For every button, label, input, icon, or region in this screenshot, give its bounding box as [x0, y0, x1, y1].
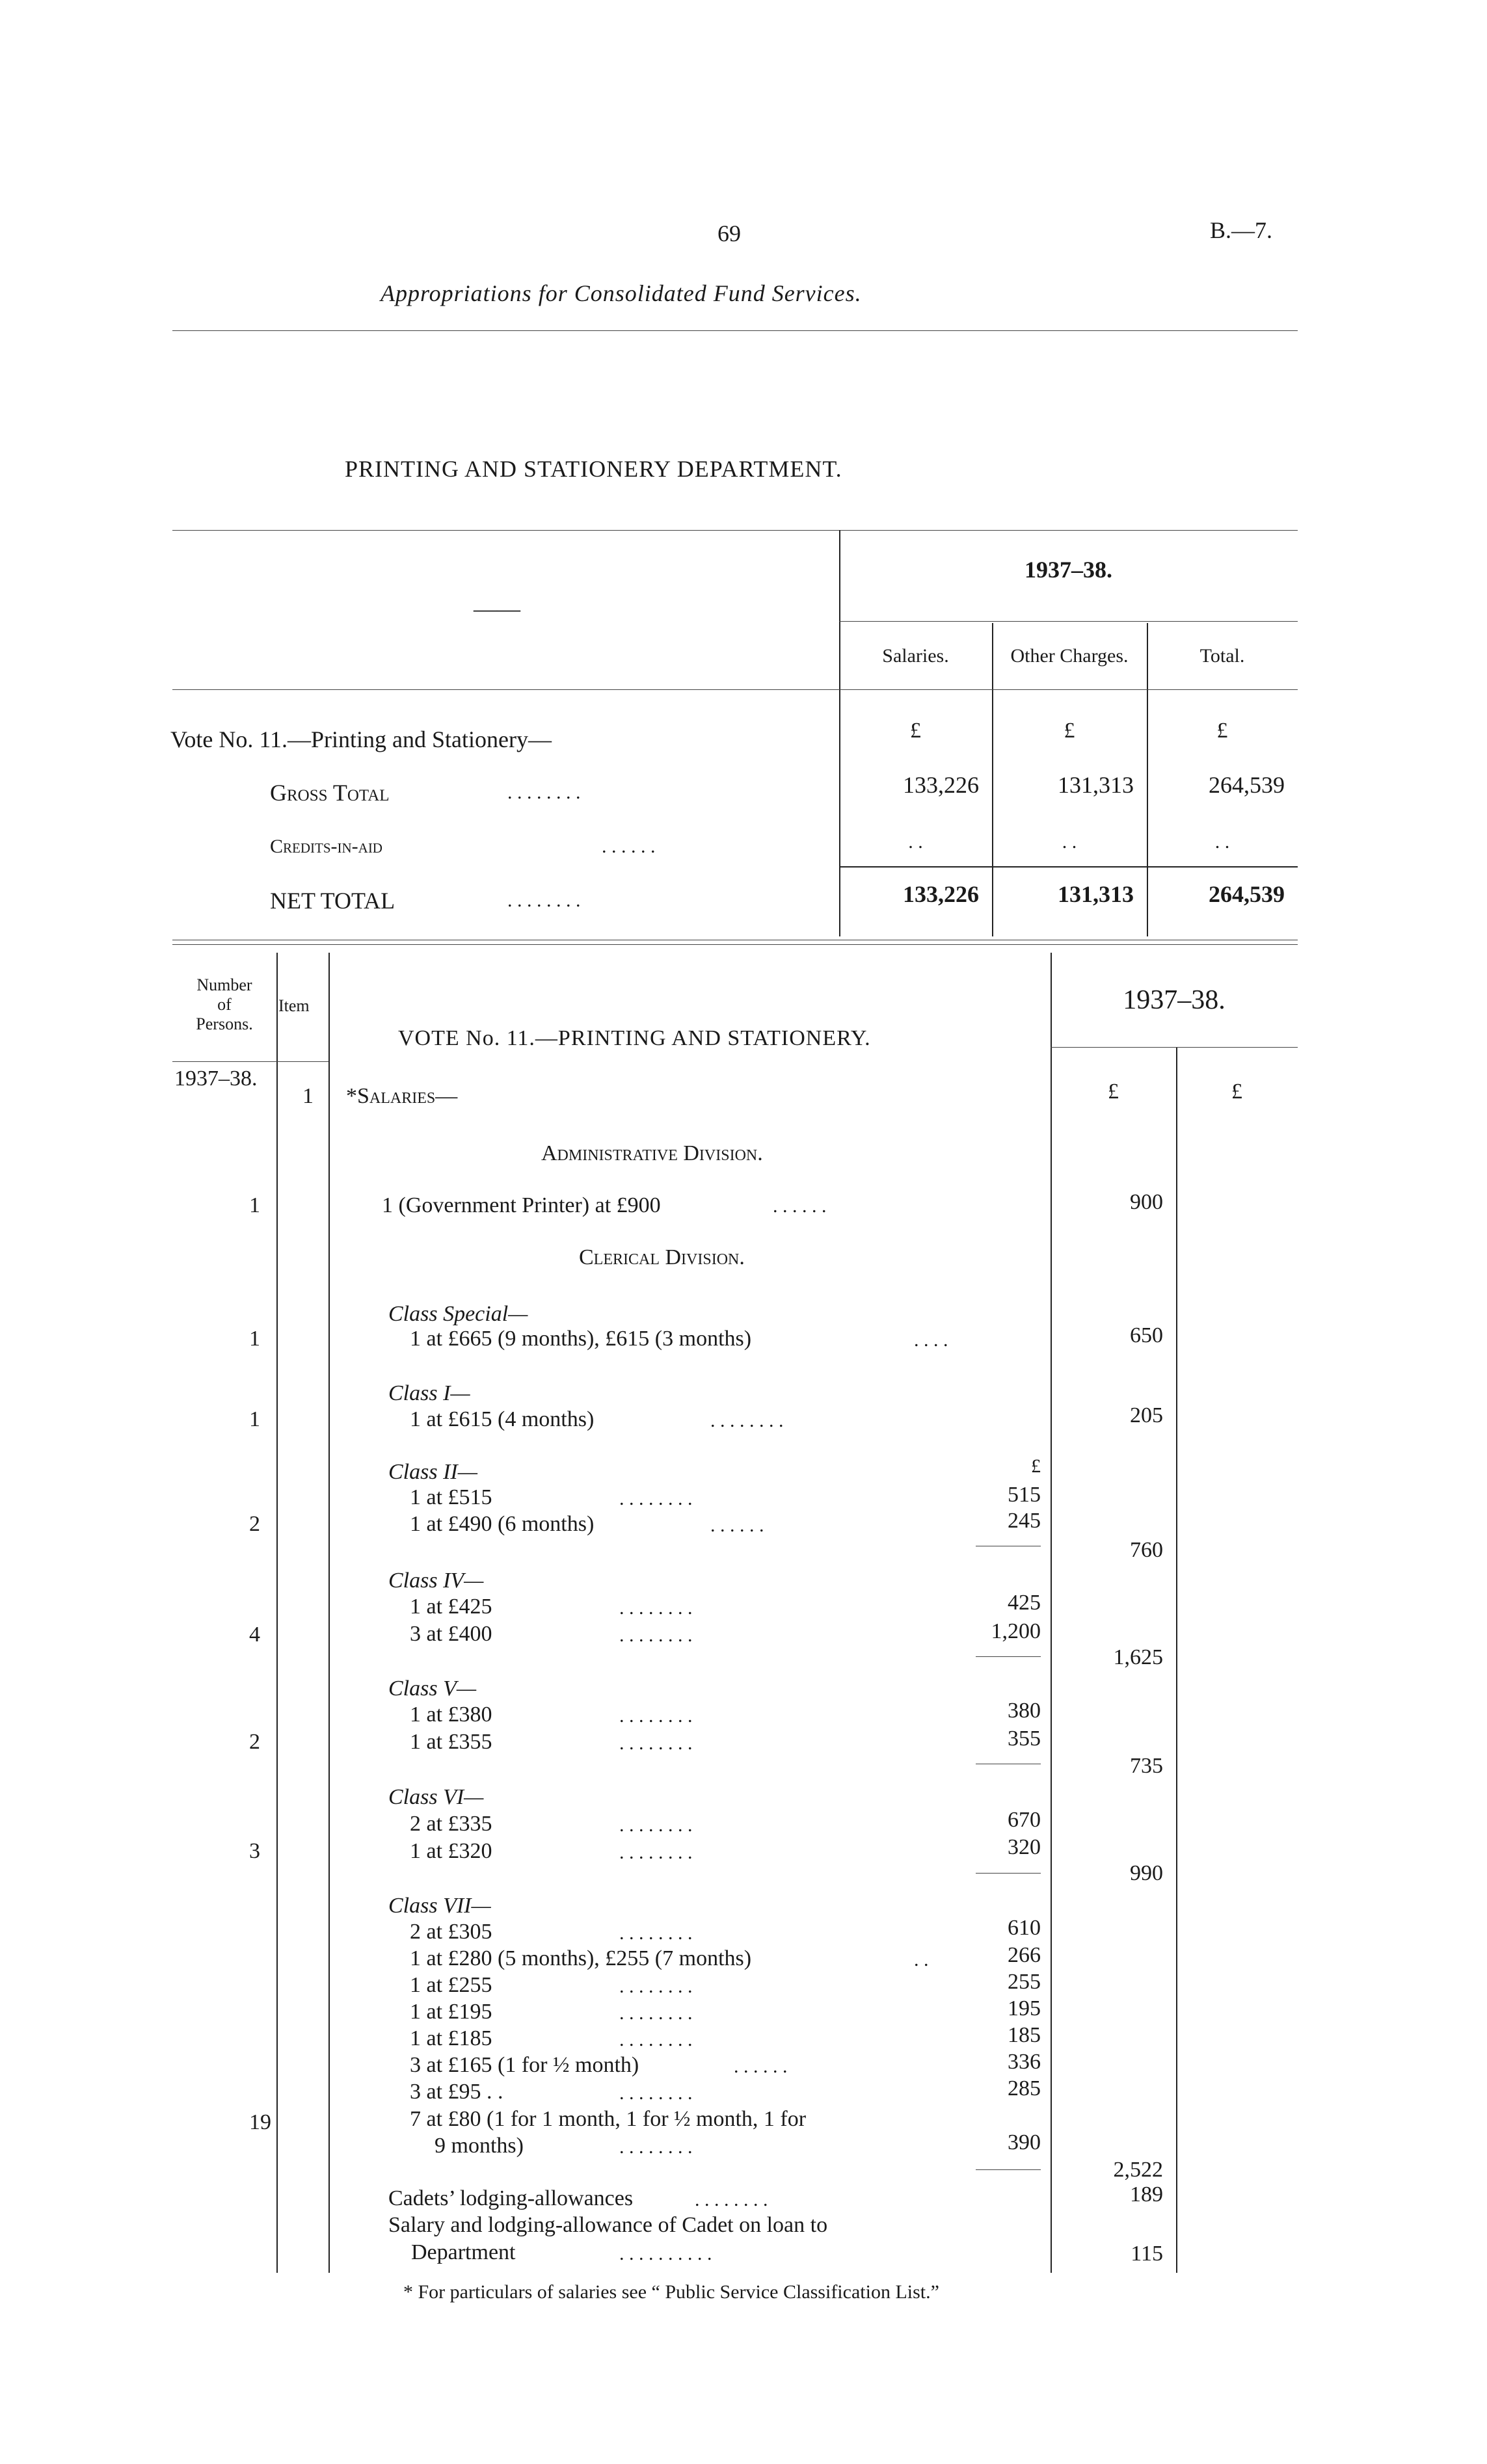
page-number: 69: [717, 220, 741, 246]
running-title: Appropriations for Consolidated Fund Services.: [381, 280, 862, 306]
item-number: 1: [302, 1084, 314, 1108]
summary-top-rule: [172, 530, 1298, 531]
item-header: Item: [278, 996, 310, 1015]
footnote: * For particulars of salaries see “ Public Service Classification List.”: [403, 2281, 939, 2303]
document-reference: B.—7.: [1210, 217, 1273, 243]
number-of-persons-header: Number of Persons.: [196, 975, 253, 1033]
persons-year: 1937–38.: [174, 1066, 258, 1091]
summary-dash: ——: [474, 596, 520, 622]
administrative-division: Administrative Division.: [541, 1141, 763, 1165]
clerical-division: Clerical Division.: [579, 1245, 745, 1269]
column-total: Total.: [1199, 645, 1245, 667]
column-other-charges: Other Charges.: [1010, 645, 1129, 667]
vote-title: VOTE No. 11.—PRINTING AND STATIONERY.: [398, 1026, 871, 1050]
salaries-heading: *Salaries—: [346, 1084, 458, 1108]
detail-year: 1937–38.: [1123, 985, 1226, 1015]
header-rule: [172, 330, 1298, 331]
summary-year: 1937–38.: [1025, 557, 1112, 583]
column-salaries: Salaries.: [882, 645, 949, 667]
department-title: PRINTING AND STATIONERY DEPARTMENT.: [345, 456, 842, 482]
vote-label: Vote No. 11.—Printing and Stationery—: [170, 726, 552, 752]
